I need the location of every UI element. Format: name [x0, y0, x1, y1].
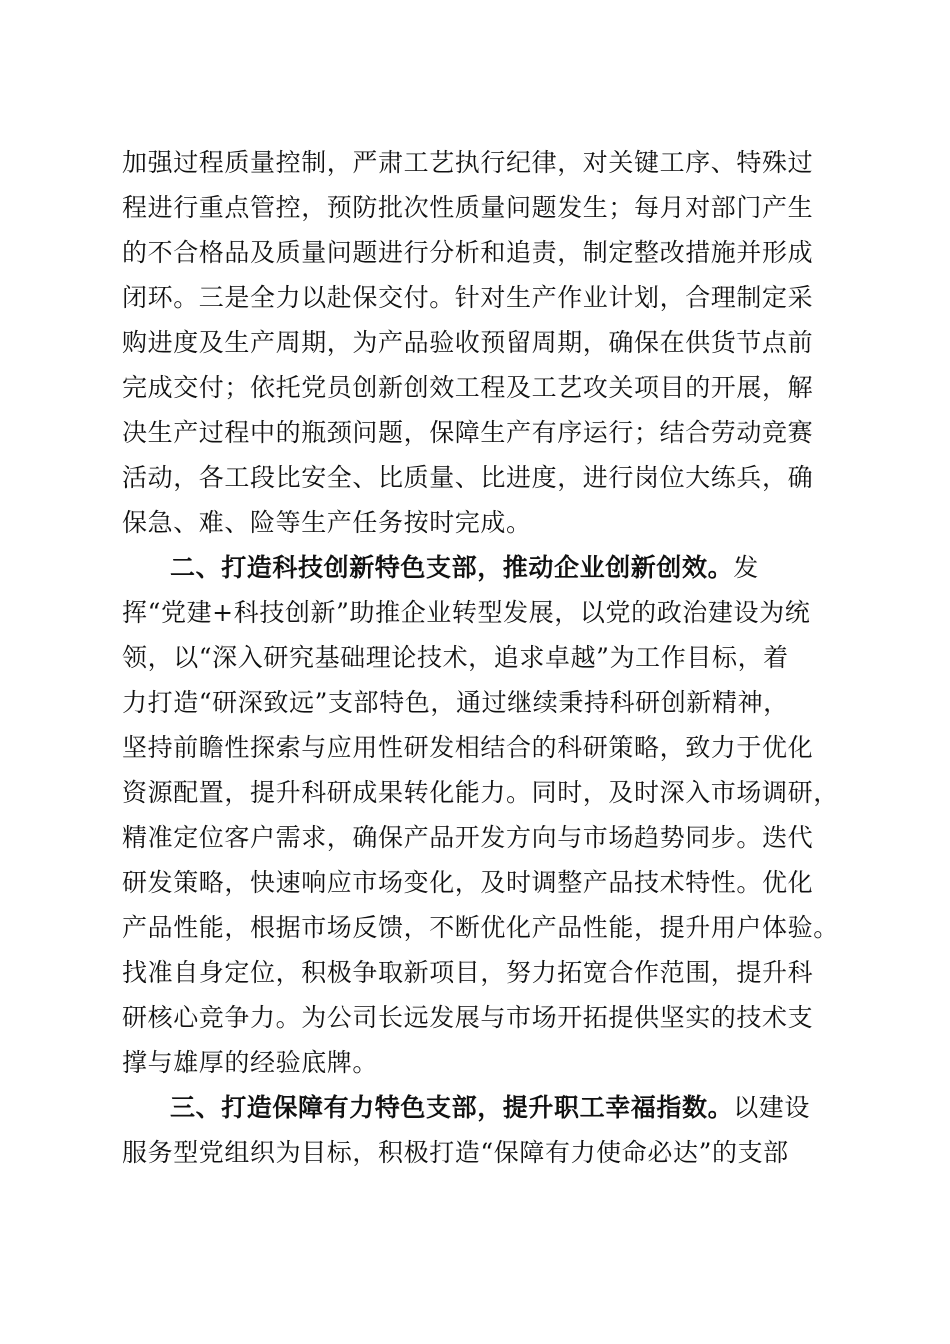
paragraph-line: 挥“党建+科技创新”助推企业转型发展，以党的政治建设为统	[122, 598, 811, 627]
section-3-heading: 三、打造保障有力特色支部，提升职工幸福指数。	[170, 1093, 734, 1122]
section-3-first-line	[170, 1093, 890, 1123]
paragraph-line: 活动，各工段比安全、比质量、比进度，进行岗位大练兵，确	[122, 463, 814, 492]
paragraph-line: 精准定位客户需求，确保产品开发方向与市场趋势同步。迭代	[122, 823, 814, 852]
section-2-first-line	[170, 553, 890, 583]
paragraph-line: 程进行重点管控，预防批次性质量问题发生；每月对部门产生	[122, 193, 814, 222]
paragraph-line: 的不合格品及质量问题进行分析和追责，制定整改措施并形成	[122, 238, 814, 267]
paragraph-line: 加强过程质量控制，严肃工艺执行纪律，对关键工序、特殊过	[122, 148, 814, 177]
paragraph-line: 撑与雄厚的经验底牌。	[122, 1048, 379, 1077]
paragraph-line: 购进度及生产周期，为产品验收预留周期，确保在供货节点前	[122, 328, 814, 357]
paragraph-line: 研发策略，快速响应市场变化，及时调整产品技术特性。优化	[122, 868, 814, 897]
paragraph-line: 资源配置，提升科研成果转化能力。同时，及时深入市场调研，	[122, 778, 839, 807]
paragraph-line: 找准自身定位，积极争取新项目，努力拓宽合作范围，提升科	[122, 958, 814, 987]
section-2-first-text: 发	[733, 553, 759, 582]
paragraph-line: 研核心竞争力。为公司长远发展与市场开拓提供坚实的技术支	[122, 1003, 814, 1032]
paragraph-line: 服务型党组织为目标，积极打造“保障有力使命必达”的支部	[122, 1138, 789, 1167]
section-3-first-text: 以建设	[733, 1093, 811, 1122]
paragraph-line: 闭环。三是全力以赴保交付。针对生产作业计划，合理制定采	[122, 283, 814, 312]
paragraph-line: 领，以“深入研究基础理论技术，追求卓越”为工作目标，着	[122, 643, 789, 672]
section-2-heading: 二、打造科技创新特色支部，推动企业创新创效。	[170, 553, 734, 582]
paragraph-line: 坚持前瞻性探索与应用性研发相结合的科研策略，致力于优化	[122, 733, 814, 762]
paragraph-line: 保急、难、险等生产任务按时完成。	[122, 508, 532, 537]
paragraph-line: 决生产过程中的瓶颈问题，保障生产有序运行；结合劳动竞赛	[122, 418, 814, 447]
paragraph-line: 产品性能，根据市场反馈，不断优化产品性能，提升用户体验。	[122, 913, 839, 942]
paragraph-line: 完成交付；依托党员创新创效工程及工艺攻关项目的开展，解	[122, 373, 814, 402]
paragraph-line: 力打造“研深致远”支部特色，通过继续秉持科研创新精神，	[122, 688, 789, 717]
